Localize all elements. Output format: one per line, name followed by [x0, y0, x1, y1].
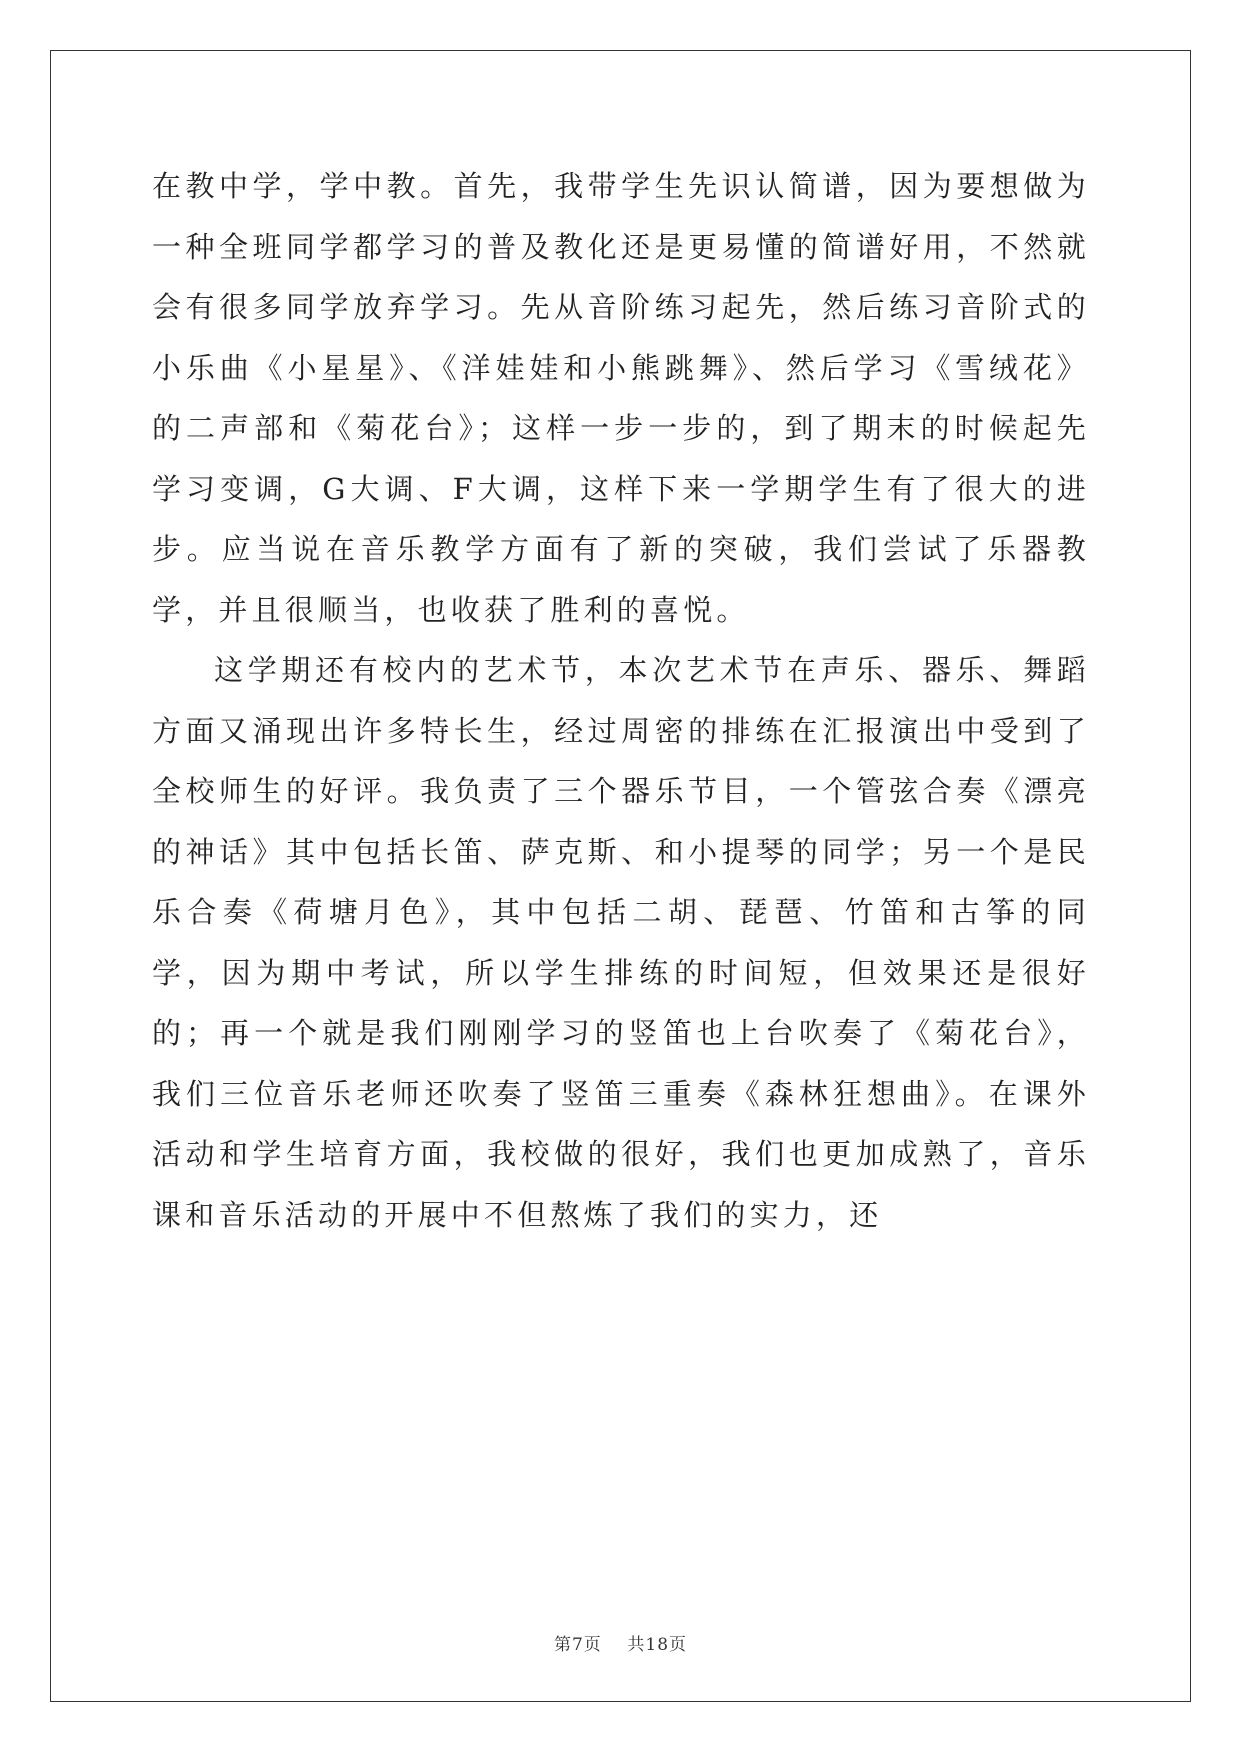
document-body [152, 156, 1090, 1245]
total-pages: 共18页 [627, 1635, 688, 1655]
paragraph-1: 在教中学，学中教。首先，我带学生先识认简谱，因为要想做为一种全班同学都学习的普及教化还是更易懂的简谱好用，不然就会有很多同学放弃学习。先从音阶练习起先，然后练习音阶式的小乐曲《小星星》、《洋娃娃和小熊跳舞》、然后学习《雪绒花》的二声部和《菊花台》；这样一步一步的，到了期末的时候起先学习变调，G大调、F大调，这样下来一学期学生有了很大的进步。应当说在音乐教学方面有了新的突破，我们尝试了乐器教学，并且很顺当，也收获了胜利的喜悦。 [152, 169, 1090, 627]
page-number: 第7页 [553, 1635, 602, 1655]
page-footer [0, 1630, 1241, 1655]
paragraph-2: 这学期还有校内的艺术节，本次艺术节在声乐、器乐、舞蹈方面又涌现出许多特长生，经过周密的排练在汇报演出中受到了全校师生的好评。我负责了三个器乐节目，一个管弦合奏《漂亮的神话》其中包括长笛、萨克斯、和小提琴的同学；另一个是民乐合奏《荷塘月色》，其中包括二胡、琵琶、竹笛和古筝的同学，因为期中考试，所以学生排练的时间短，但效果还是很好的；再一个就是我们刚刚学习的竖笛也上台吹奏了《菊花台》，我们三位音乐老师还吹奏了竖笛三重奏《森林狂想曲》。在课外活动和学生培育方面，我校做的很好，我们也更加成熟了，音乐课和音乐活动的开展中不但熬炼了我们的实力，还 [152, 653, 1090, 1232]
